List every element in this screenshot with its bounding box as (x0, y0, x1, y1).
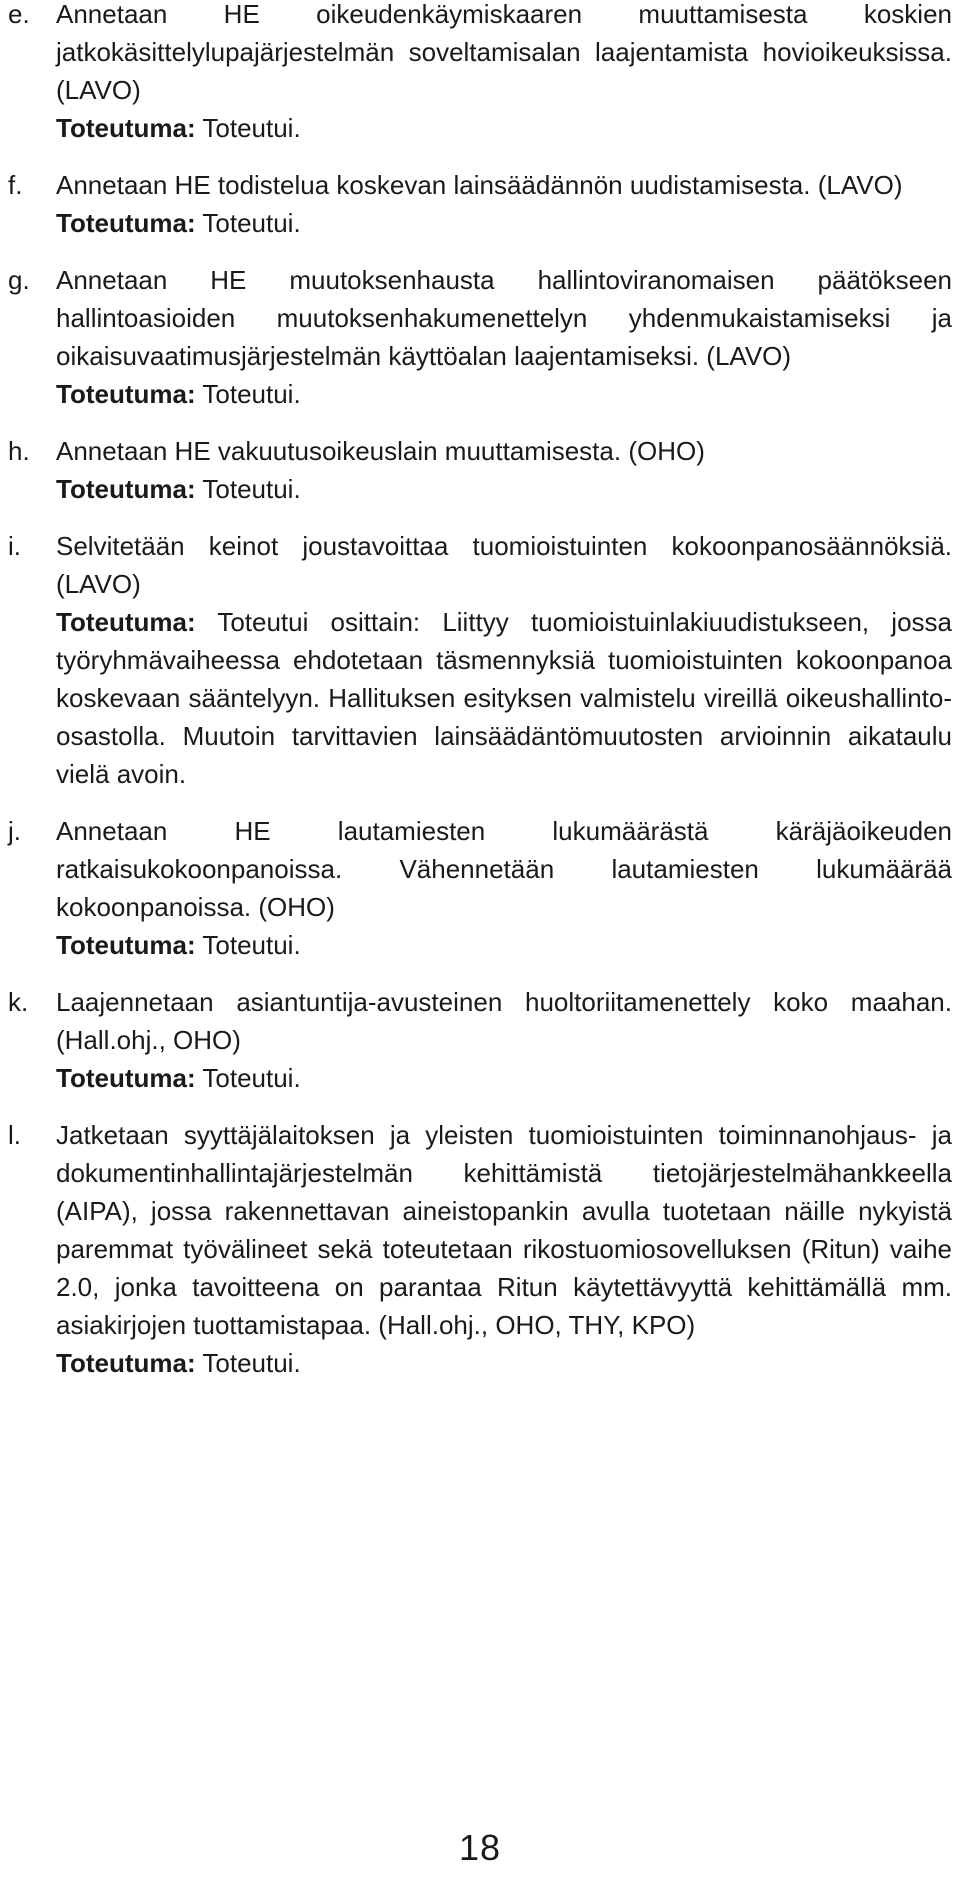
status-value: Toteutui. (202, 1348, 301, 1378)
status-value: Toteutui. (202, 113, 301, 143)
status-value: Toteutui. (202, 930, 301, 960)
list-marker: l. (8, 1120, 21, 1150)
status-value: Toteutui. (202, 379, 301, 409)
list-marker: g. (8, 265, 30, 295)
item-status (56, 470, 952, 508)
item-text: Annetaan HE lautamiesten lukumäärästä käräjäoikeuden ratkaisukokoonpanoissa. Vähennetään lautamiesten lukumäärää kokoonpanoissa. (OHO) (56, 816, 952, 922)
item-status (56, 603, 952, 793)
status-label: Toteutuma: (56, 474, 196, 504)
item-text: Laajennetaan asiantuntija-avusteinen huoltoriitamenettely koko maahan. (Hall.ohj., OHO) (56, 987, 952, 1055)
item-status (56, 109, 952, 147)
list-marker: i. (8, 531, 21, 561)
list-item-f (8, 166, 952, 242)
item-status (56, 1344, 952, 1382)
document-body (8, 0, 952, 1401)
list-item-i (8, 527, 952, 793)
status-label: Toteutuma: (56, 607, 196, 637)
item-status (56, 204, 952, 242)
item-text: Jatketaan syyttäjälaitoksen ja yleisten tuomioistuinten toiminnanohjaus- ja dokumentinhallintajärjestelmän kehittämistä tietojärjestelmähankkeella (AIPA), jossa rakennettavan aineistopankin avulla tuotetaan näille nykyistä paremmat työvälineet sekä toteutetaan rikostuomiosovelluksen (Ritun) vaihe 2.0, jonka tavoitteena on parantaa Ritun käytettävyyttä kehittämällä mm. asiakirjojen tuottamistapaa. (Hall.ohj., OHO, THY, KPO) (56, 1120, 952, 1340)
list-item-l (8, 1116, 952, 1382)
list-marker: k. (8, 987, 29, 1017)
item-text: Annetaan HE vakuutusoikeuslain muuttamisesta. (OHO) (56, 436, 705, 466)
status-label: Toteutuma: (56, 1063, 196, 1093)
list-item-h (8, 432, 952, 508)
page-number: 18 (458, 1827, 502, 1868)
item-status (56, 375, 952, 413)
list-item-j (8, 812, 952, 964)
status-value: Toteutui osittain: Liittyy tuomioistuinlakiuudistukseen, jossa työryhmävaiheessa ehdotetaan täsmennyksiä tuomioistuinten kokoonpanoa koskevaan sääntelyyn. Hallituksen esityksen valmistelu vireillä oikeushallinto-osastolla. Muutoin tarvittavien lainsäädäntömuutosten arvioinnin aikataulu vielä avoin. (56, 607, 952, 789)
status-value: Toteutui. (202, 208, 301, 238)
status-label: Toteutuma: (56, 1348, 196, 1378)
list-item-e (8, 0, 952, 147)
item-status (56, 926, 952, 964)
list-marker: f. (8, 170, 23, 200)
item-text: Annetaan HE muutoksenhausta hallintoviranomaisen päätökseen hallintoasioiden muutoksenhakumenettelyn yhdenmukaistamiseksi ja oikaisuvaatimusjärjestelmän käyttöalan laajentamiseksi. (LAVO) (56, 265, 952, 371)
status-value: Toteutui. (202, 1063, 301, 1093)
list-marker: e. (8, 0, 30, 29)
item-text: Selvitetään keinot joustavoittaa tuomioistuinten kokoonpanosäännöksiä. (LAVO) (56, 531, 952, 599)
status-label: Toteutuma: (56, 379, 196, 409)
item-text: Annetaan HE todistelua koskevan lainsäädännön uudistamisesta. (LAVO) (56, 170, 903, 200)
item-text: Annetaan HE oikeudenkäymiskaaren muuttamisesta koskien jatkokäsittelylupajärjestelmän soveltamisalan laajentamista hovioikeuksissa. (LAVO) (56, 0, 952, 105)
status-label: Toteutuma: (56, 113, 196, 143)
item-status (56, 1059, 952, 1097)
status-label: Toteutuma: (56, 930, 196, 960)
list-item-g (8, 261, 952, 413)
list-marker: h. (8, 436, 30, 466)
status-label: Toteutuma: (56, 208, 196, 238)
list-item-k (8, 983, 952, 1097)
status-value: Toteutui. (202, 474, 301, 504)
list-marker: j. (8, 816, 21, 846)
